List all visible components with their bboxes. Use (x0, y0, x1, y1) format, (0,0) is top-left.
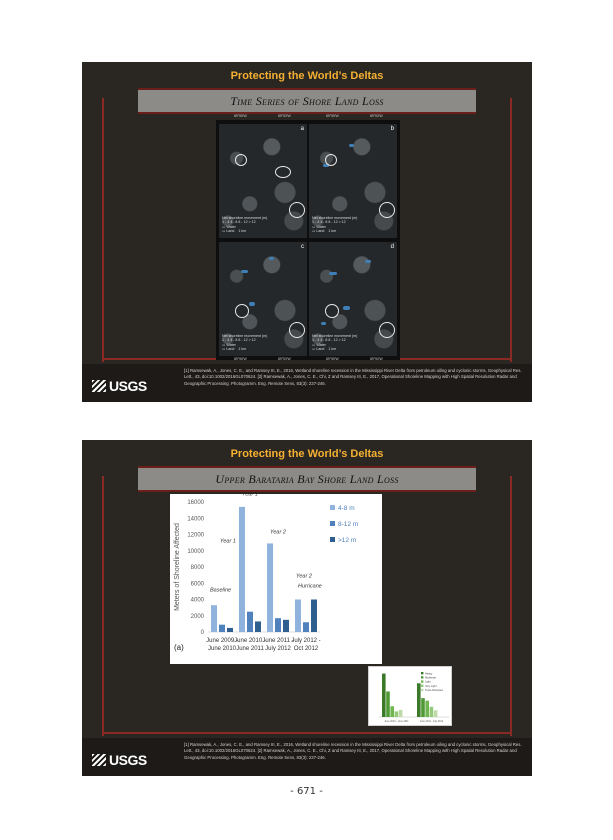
legend-swatch (421, 672, 423, 674)
panel-letter: a (300, 126, 304, 132)
coord-label: 89°53'W (278, 114, 291, 118)
slide-barataria-bay (82, 440, 532, 776)
legend-label: Very Light (425, 684, 437, 688)
legend-swatch (330, 505, 335, 510)
slide-title-banner: Upper Barataria Bay Shore Land Loss (138, 466, 476, 492)
bar (303, 622, 309, 632)
legend-swatch (421, 689, 423, 691)
main-chart (170, 494, 382, 664)
bar (421, 698, 425, 717)
slide-footer (82, 738, 532, 776)
bar (386, 691, 390, 717)
x-tick-label: June 2009 - (206, 638, 238, 644)
y-tick-label: 12000 (187, 532, 204, 539)
deck-title: Protecting the World’s Deltas (230, 70, 384, 82)
bar (382, 674, 386, 717)
panel-letter: b (390, 126, 394, 132)
bar (399, 710, 403, 717)
map-legend: Net shoreline movement (m) 1 - 4 4 - 8 8 - 12 > 12 ▭ Water ▭ Land 1 km (312, 215, 358, 234)
usgs-logo: USGS (92, 752, 147, 768)
legend-swatch (421, 680, 423, 682)
bar (275, 618, 281, 632)
page-number: - 671 - (290, 786, 323, 797)
coord-label: 89°55'W (234, 114, 247, 118)
legend-swatch (421, 676, 423, 678)
usgs-logo: USGS (92, 378, 147, 394)
legend-label: 8-12 m (338, 521, 359, 528)
frame-line-bottom (102, 732, 512, 734)
slide-title-banner: Time Series of Shore Land Loss (138, 88, 476, 114)
bar (434, 710, 438, 717)
bar (395, 711, 399, 717)
frame-line-right (510, 98, 512, 362)
map-legend: Net shoreline movement (m) 1 - 4 4 - 8 8 - 12 > 12 ▭ Water ▭ Land 1 km (222, 215, 268, 234)
shoreline-map-grid (216, 114, 400, 361)
bar (255, 621, 261, 632)
legend-label: Moderate (425, 676, 436, 680)
panel-letter: c (301, 244, 304, 250)
x-tick-label: June 2011 - (262, 638, 294, 644)
x-tick-label: June 2010 - June 2011 (384, 720, 409, 723)
usgs-wave-icon (92, 380, 106, 392)
oiling-inset-chart (368, 666, 452, 726)
panel-letter: d (390, 244, 394, 250)
bar (211, 605, 217, 632)
coord-label: 89°55'W (234, 357, 247, 361)
x-tick-label: July 2012 (265, 646, 291, 652)
legend-swatch (330, 537, 335, 542)
map-panel-d (309, 242, 397, 356)
x-tick-label: June 2011 (236, 646, 264, 652)
bar (239, 507, 245, 632)
chart-annotation: Year 1 (242, 494, 258, 498)
frame-line-left (102, 98, 104, 362)
y-tick-label: 2000 (190, 613, 204, 620)
chart-annotation: Year 2 (270, 529, 286, 536)
y-axis-label: Meters of Shoreline Affected (174, 523, 181, 611)
chart-annotation: Hurricane (298, 583, 322, 590)
bar (283, 620, 289, 632)
panel-label: (a) (174, 643, 184, 652)
map-panel-b (309, 124, 397, 238)
coord-label: 89°53'W (370, 114, 383, 118)
bar (430, 707, 434, 717)
references: [1] Ramsewak, A., Jones, C. E., and Ramsey III, E., 2016, Wetland shoreline recession in the Mississippi River Delta from petroleum oiling and cyclonic storms, Geophysical Res. Lett., 43, doi:10.1002/2016GL070624. [2] Ramsewak, A., Jones, C. E., Chi, Z and Ramsey III, E., 2017, Operational Shoreline Mapping with High Spatial Resolution Radar and Geographic Processing. Photogramm. Eng. Remote Sens, 83(3): 237-246. (184, 742, 522, 760)
legend-swatch (330, 521, 335, 526)
map-panel-a (219, 124, 307, 238)
y-tick-label: 6000 (190, 581, 204, 588)
bar (390, 706, 394, 717)
shoreline-bar-chart (170, 494, 382, 664)
map-panel-c (219, 242, 307, 356)
bar (247, 612, 253, 632)
slide-footer (82, 364, 532, 402)
x-tick-label: June 2010 (207, 646, 237, 652)
map-legend: Net shoreline movement (m) 1 - 4 4 - 8 8 - 12 > 12 ▭ Water ▭ Land 1 km (312, 333, 358, 352)
frame-line-right (510, 476, 512, 736)
bar (425, 701, 429, 717)
references: [1] Ramsewak, A., Jones, C. E., and Ramsey III, E., 2016, Wetland shoreline recession in the Mississippi River Delta from petroleum oiling and cyclonic storms, Geophysical Res. Lett., 43, doi:10.1002/2016GL070624. [2] Ramsewak, A., Jones, C. E., Chi, Z and Ramsey III, E., 2017, Operational Shoreline Mapping with High Spatial Resolution Radar and Geographic Processing. Photogramm. Eng. Remote Sens, 83(3): 237-246. (184, 368, 522, 386)
x-tick-label: June 2010 - (234, 638, 266, 644)
bar (311, 600, 317, 633)
coord-label: 89°55'W (326, 114, 339, 118)
oiling-bar-chart (369, 667, 451, 725)
usgs-wave-icon (92, 754, 106, 766)
legend-label: >12 m (338, 537, 357, 544)
bar (295, 600, 301, 633)
y-tick-label: 16000 (187, 500, 204, 506)
coord-label: 89°53'W (370, 357, 383, 361)
y-tick-label: 4000 (190, 597, 204, 604)
legend-label: Trace Detected (425, 689, 443, 693)
bar (417, 683, 421, 717)
y-tick-label: 14000 (187, 516, 204, 523)
bar (267, 543, 273, 632)
frame-line-left (102, 476, 104, 736)
deck-title: Protecting the World’s Deltas (230, 448, 384, 460)
map-legend: Net shoreline movement (m) 1 - 4 4 - 8 8 - 12 > 12 ▭ Water ▭ Land 1 km (222, 333, 268, 352)
legend-label: Light (425, 680, 431, 684)
chart-annotation: Year 2 (296, 573, 312, 580)
x-tick-label: July 2012 - (291, 638, 321, 644)
legend-label: 4-8 m (338, 505, 355, 512)
coord-label: 89°55'W (326, 357, 339, 361)
legend-label: Heavy (425, 672, 433, 676)
chart-annotation: Year 1 (220, 538, 236, 545)
legend-swatch (421, 685, 423, 687)
bar (219, 625, 225, 632)
y-tick-label: 0 (200, 630, 204, 636)
coord-label: 89°53'W (278, 357, 291, 361)
chart-annotation: Baseline (210, 587, 232, 594)
slide-shore-land-loss (82, 62, 532, 402)
bar (227, 628, 233, 632)
x-tick-label: Oct 2012 (293, 646, 319, 652)
y-tick-label: 10000 (187, 548, 204, 555)
y-tick-label: 8000 (190, 565, 204, 571)
x-tick-label: June 2011 - July 2012 (419, 720, 444, 723)
